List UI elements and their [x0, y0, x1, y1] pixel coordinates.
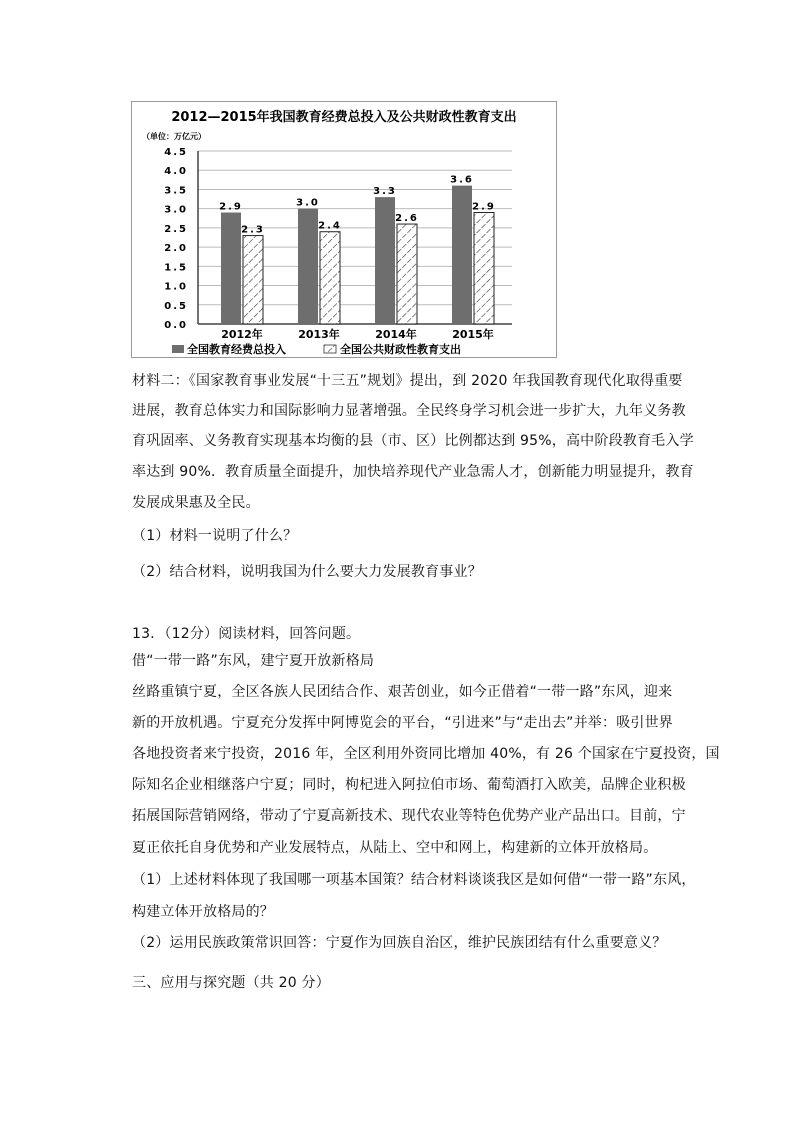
question13-line: （1）上述材料体现了我国哪一项基本国策？结合材料谈谈我区是如何借“一带一路”东风，: [132, 872, 696, 888]
x-tick-label: 2013年: [298, 328, 340, 341]
chart-unit: （单位：万亿元）: [142, 132, 206, 141]
bar-chart: [132, 102, 556, 357]
question13-line: 拓展国际营销网络，带动了宁夏高新技术、现代农业等特色优势产业产品出口。目前，宁: [132, 808, 686, 824]
bar-public: [474, 213, 494, 324]
data-label: 2.9: [219, 201, 243, 213]
y-tick-label: 4.5: [164, 147, 188, 158]
bar-public: [320, 232, 340, 324]
material2-line: 发展成果惠及全民。: [132, 495, 260, 511]
bar-public: [243, 236, 263, 324]
material2-line: 材料二：《国家教育事业发展“十三五”规划》提出，到 2020 年我国教育现代化取得重要: [132, 373, 683, 389]
legend-label-total: 全国教育经费总投入: [187, 343, 286, 356]
question13-line: 构建立体开放格局的？: [132, 904, 274, 920]
material2-line: 率达到 90%．教育质量全面提升，加快培养现代产业急需人才，创新能力明显提升，教育: [132, 464, 694, 480]
chart-title: 2012—2015年我国教育经费总投入及公共财政性教育支出: [171, 110, 517, 125]
y-tick-label: 4.0: [164, 166, 188, 178]
material2-line: 育巩固率、义务教育实现基本均衡的县（市、区）比例都达到 95%，高中阶段教育毛入学: [132, 433, 694, 449]
bar-total: [298, 209, 318, 324]
data-label: 2.6: [395, 213, 419, 225]
chart-legend: [172, 342, 461, 356]
data-label: 2.3: [241, 224, 265, 236]
data-label: 2.4: [318, 220, 342, 232]
section-heading: 三、应用与探究题（共 20 分）: [132, 975, 330, 991]
question13-line: 际知名企业相继落户宁夏；同时，枸杞进入阿拉伯市场、葡萄酒打入欧美，品牌企业积极: [132, 777, 686, 793]
bar-total: [221, 213, 241, 324]
y-tick-label: 2.5: [164, 223, 188, 235]
bar-total: [375, 197, 395, 324]
question13-line: 13．（12分）阅读材料，回答问题。: [132, 626, 361, 642]
education-funding-chart: [131, 101, 557, 358]
legend-swatch-total: [172, 345, 184, 353]
question13-line: （2）运用民族政策常识回答：宁夏作为回族自治区，维护民族团结有什么重要意义？: [132, 935, 667, 951]
question13-line: 借“一带一路”东风，建宁夏开放新格局: [132, 653, 375, 669]
bar-public: [397, 224, 417, 324]
x-tick-label: 2014年: [375, 328, 417, 341]
material2-line: （2）结合材料，说明我国为什么要大力发展教育事业？: [132, 564, 482, 580]
y-tick-label: 1.5: [164, 262, 188, 274]
data-label: 2.9: [472, 201, 496, 213]
x-tick-label: 2015年: [452, 328, 494, 341]
question13-line: 丝路重镇宁夏，全区各族人民团结合作、艰苦创业，如今正借着“一带一路”东风，迎来: [132, 684, 673, 700]
material2-line: （1）材料一说明了什么？: [132, 528, 298, 544]
question13-line: 各地投资者来宁投资，2016 年，全区利用外资同比增加 40%，有 26 个国家在宁夏投资，国: [132, 746, 720, 762]
data-label: 3.6: [450, 174, 474, 186]
question13-line: 夏正依托自身优势和产业发展特点，从陆上、空中和网上，构建新的立体开放格局。: [132, 840, 658, 856]
material2-line: 进展，教育总体实力和国际影响力显著增强。全民终身学习机会进一步扩大，九年义务教: [132, 403, 686, 419]
x-tick-label: 2012年: [221, 328, 263, 341]
y-tick-label: 2.0: [164, 243, 188, 255]
data-label: 3.0: [296, 197, 320, 209]
y-tick-label: 1.0: [164, 281, 188, 293]
legend-label-public: 全国公共财政性教育支出: [340, 343, 461, 356]
question13-line: 新的开放机遇。宁夏充分发挥中阿博览会的平台，“引进来”与“走出去”并举：吸引世界: [132, 715, 674, 731]
y-tick-label: 3.5: [164, 185, 188, 197]
legend-swatch-public: [324, 345, 336, 353]
y-tick-label: 0.5: [164, 300, 188, 312]
data-label: 3.3: [373, 186, 397, 198]
y-tick-label: 3.0: [164, 204, 188, 216]
y-tick-label: 0.0: [164, 320, 188, 331]
bar-total: [452, 186, 472, 324]
